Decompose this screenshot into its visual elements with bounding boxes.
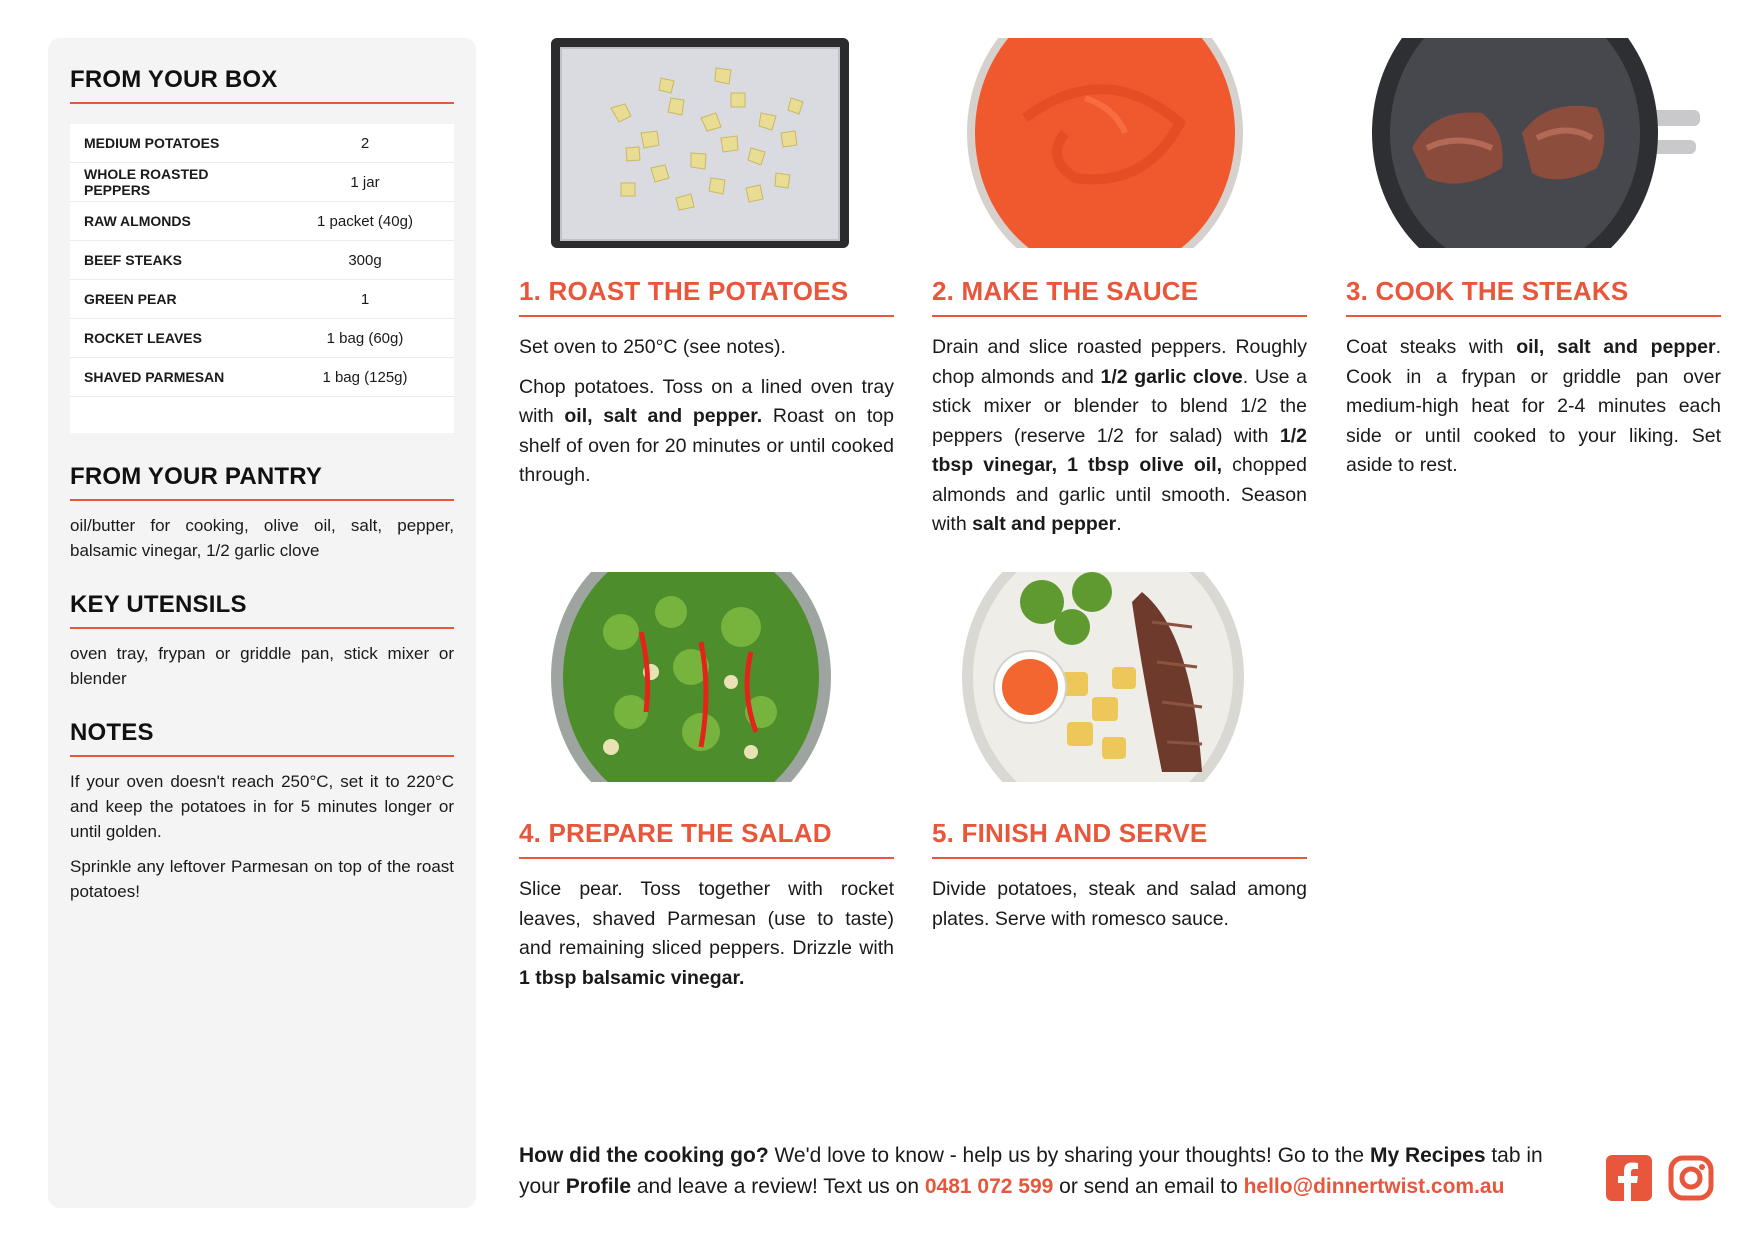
step-text: Chop potatoes. Toss on a lined oven tray with [519,375,894,427]
table-row [70,280,454,319]
step-emphasis: oil, salt and pepper. [564,405,763,427]
ingredient-name: WHOLE ROASTED PEPPERS [70,163,276,202]
step-5-text: Divide potatoes, steak and salad among plates. Serve with romesco sauce. [932,878,1307,930]
cook-steaks-photo [1372,38,1700,248]
footer-text: tab in your [519,1144,1543,1198]
from-your-box-heading: FROM YOUR BOX [70,66,454,104]
step-4-text [519,875,894,993]
step-emphasis: 1/2 garlic clove [1100,365,1243,388]
step-1-text-2 [519,373,894,491]
table-row [70,319,454,358]
step-1 [519,276,894,491]
ingredient-name: RAW ALMONDS [70,202,276,241]
step-text: . Cook in a frypan or griddle pan over medium-high heat for 2-4 minutes each side or until cooked to your liking. Set aside to rest. [1346,336,1722,476]
romesco-sauce-photo [965,38,1245,248]
pantry-text: oil/butter for cooking, olive oil, salt, pepper, balsamic vinegar, 1/2 garlic clove [70,516,454,560]
step-1-text: Set oven to 250°C (see notes). [519,336,786,358]
ingredient-name: ROCKET LEAVES [70,319,276,358]
step-4 [519,818,894,993]
step-emphasis: 1/2 tbsp vinegar, 1 tbsp olive oil, [932,424,1307,476]
table-row [70,241,454,280]
utensils-text: oven tray, frypan or griddle pan, stick mixer or blender [70,644,454,688]
step-text: Roast on top shelf of oven for 20 minutes or until cooked through. [519,405,894,486]
roast-potatoes-photo [551,38,849,248]
step-2 [932,276,1307,540]
step-text: . [1116,513,1122,535]
table-spacer-row [70,397,454,434]
ingredient-qty: 1 bag (125g) [276,358,454,397]
ingredient-qty: 300g [276,241,454,280]
from-your-pantry-heading: FROM YOUR PANTRY [70,463,454,501]
ingredient-qty: 2 [276,124,454,163]
ingredient-name: MEDIUM POTATOES [70,124,276,163]
utensils-section [70,591,454,691]
step-emphasis: salt and pepper [972,513,1117,535]
step-text: Coat steaks with [1346,336,1517,358]
note-paragraph: If your oven doesn't reach 250°C, set it to 220°C and keep the potatoes in for 5 minutes longer or until golden. [70,772,454,841]
ingredient-name: BEEF STEAKS [70,241,276,280]
step-emphasis: 1 tbsp balsamic vinegar. [519,966,745,989]
footer-text: or send an email to [1053,1175,1244,1198]
step-emphasis: oil, salt and pepper [1516,336,1716,358]
finished-plate-photo [962,572,1244,782]
ingredient-qty: 1 bag (60g) [276,319,454,358]
step-text: Drain and slice roasted peppers. Roughly chop almonds and [932,336,1307,388]
table-row [70,163,454,202]
ingredients-table [70,124,454,433]
step-3-text [1346,333,1721,481]
step-text: Slice pear. Toss together with rocket leaves, shaved Parmesan (use to taste) and remaining sliced peppers. Drizzle with [519,878,894,959]
step-4-title: 4. PREPARE THE SALAD [519,818,894,859]
ingredient-qty: 1 [276,280,454,319]
email-link[interactable]: hello@dinnertwist.com.au [1243,1175,1505,1198]
feedback-footer [519,1140,1579,1202]
step-5 [932,818,1307,934]
table-row [70,124,454,163]
my-recipes-link[interactable]: My Recipes [1369,1144,1486,1167]
instagram-icon[interactable] [1668,1155,1714,1201]
ingredient-name: SHAVED PARMESAN [70,358,276,397]
step-3-title: 3. COOK THE STEAKS [1346,276,1721,317]
footer-text: and leave a review! Text us on [631,1175,925,1198]
ingredient-qty: 1 packet (40g) [276,202,454,241]
step-3 [1346,276,1721,481]
ingredient-name: GREEN PEAR [70,280,276,319]
step-2-text [932,333,1307,540]
facebook-icon[interactable] [1606,1155,1652,1201]
table-row [70,202,454,241]
notes-heading: NOTES [70,719,454,757]
footer-text: We'd love to know - help us by sharing your thoughts! Go to the [768,1144,1370,1167]
step-1-title: 1. ROAST THE POTATOES [519,276,894,317]
feedback-question: How did the cooking go? [519,1144,769,1167]
phone-number-link[interactable]: 0481 072 599 [924,1175,1054,1198]
salad-photo [551,572,831,782]
note-paragraph: Sprinkle any leftover Parmesan on top of the roast potatoes! [70,857,454,901]
table-row [70,358,454,397]
ingredient-qty: 1 jar [276,163,454,202]
ingredients-sidebar [48,38,476,1208]
notes-section [70,719,454,904]
key-utensils-heading: KEY UTENSILS [70,591,454,629]
step-2-title: 2. MAKE THE SAUCE [932,276,1307,317]
step-5-title: 5. FINISH AND SERVE [932,818,1307,859]
step-text: chopped almonds and garlic until smooth. Season with [932,454,1307,535]
step-text: . Use a stick mixer or blender to blend 1/2 the peppers (reserve 1/2 for salad) with [932,365,1307,447]
profile-link[interactable]: Profile [565,1175,632,1198]
pantry-section [70,463,454,563]
